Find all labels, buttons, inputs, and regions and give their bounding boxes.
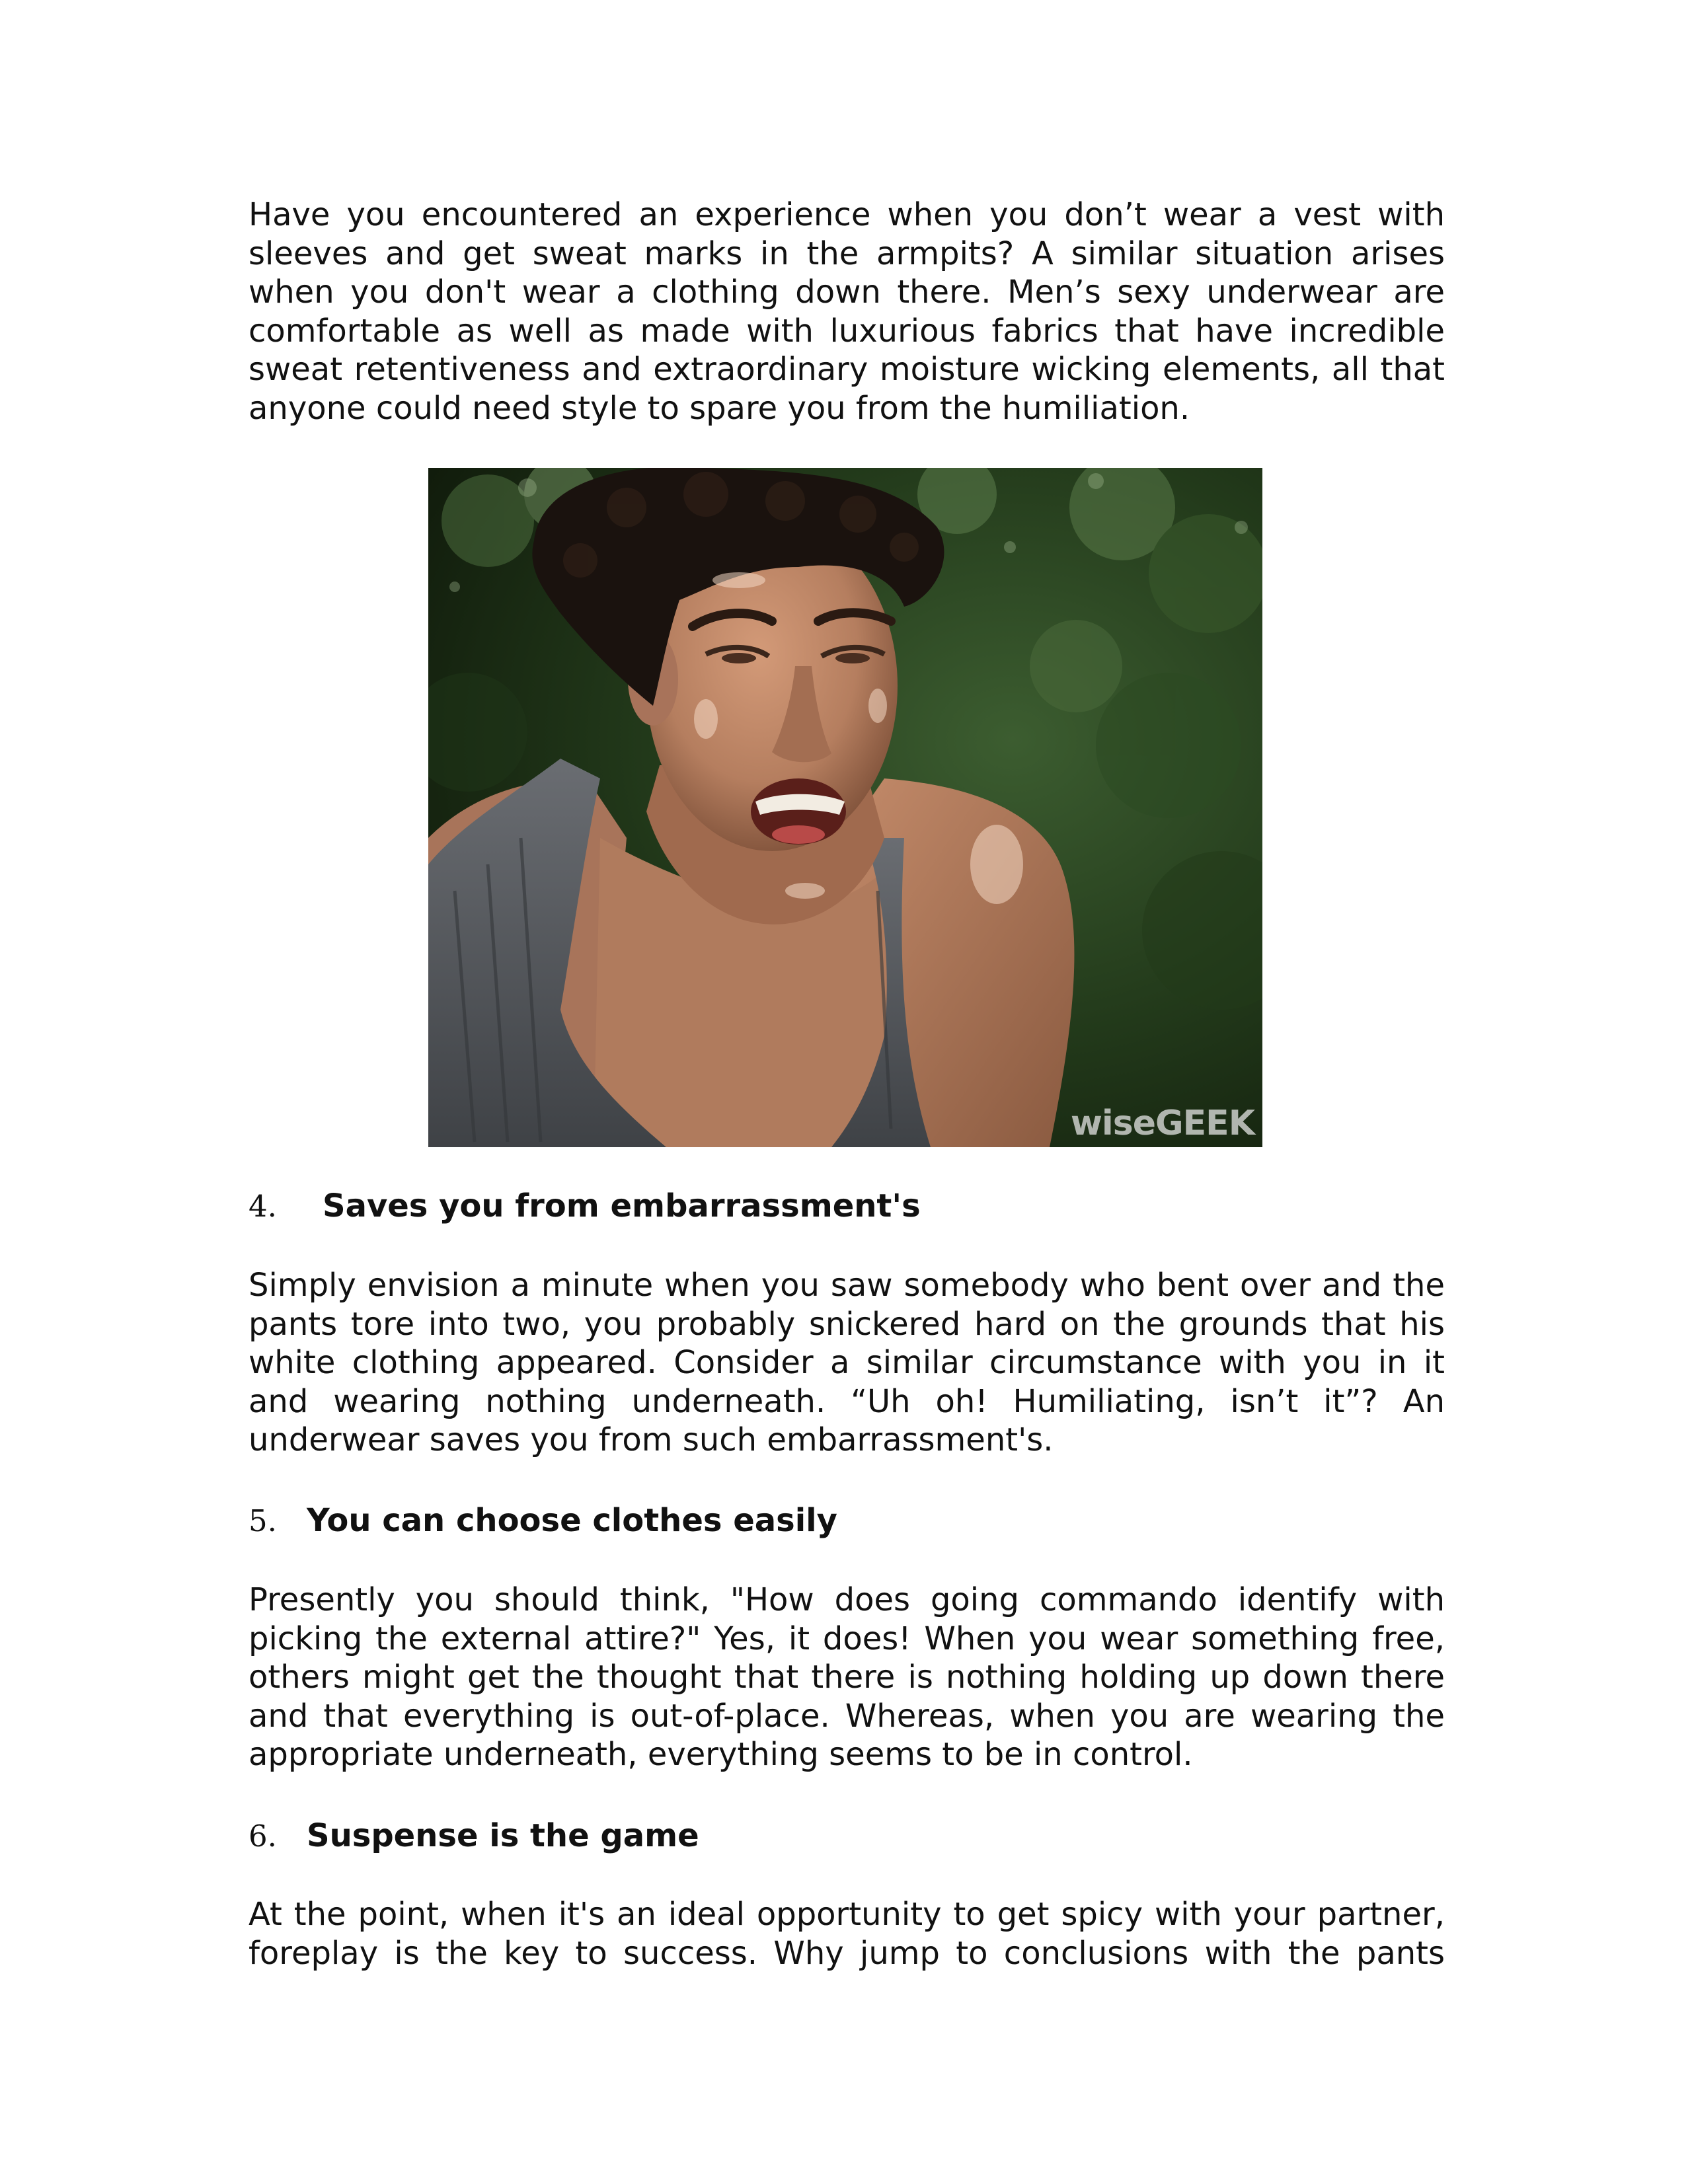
photo-illustration	[428, 468, 1262, 1147]
section-4-heading	[249, 1187, 1445, 1226]
sweating-man-photo	[428, 468, 1262, 1147]
section-6-body: At the point, when it's an ideal opportunity to get spicy with your partner, foreplay is the key to success. Why jump to conclusions with the pants	[249, 1896, 1445, 1972]
section-5-heading	[249, 1501, 1445, 1540]
section-6-title: Suspense is the game	[307, 1817, 699, 1854]
section-5-body: Presently you should think, "How does going commando identify with picking the external attire?" Yes, it does! When you wear something free, others might get the thought that there is nothing holding up down there and that everything is out-of-place. Whereas, when you are wearing the appropriate underneath, everything seems to be in control.	[249, 1581, 1445, 1773]
section-6-number: 6.	[249, 1819, 277, 1854]
section-4-body: Simply envision a minute when you saw somebody who bent over and the pants tore into two, you probably snickered hard on the grounds that his white clothing appeared. Consider a similar circumstance with you in it and wearing nothing underneath. “Uh oh! Humiliating, isn’t it”? An underwear saves you from such embarrassment's.	[249, 1267, 1445, 1458]
section-5-title: You can choose clothes easily	[307, 1502, 837, 1539]
section-4-number: 4.	[249, 1189, 277, 1224]
section-4-title: Saves you from embarrassment's	[323, 1187, 921, 1224]
section-6-heading	[249, 1817, 1445, 1856]
photo-watermark: wiseGEEK	[1070, 1104, 1254, 1143]
section-5-number: 5.	[249, 1503, 277, 1538]
intro-paragraph: Have you encountered an experience when you don’t wear a vest with sleeves and get sweat marks in the armpits? A similar situation arises when you don't wear a clothing down there. Men’s sexy underwear are comfortable as well as made with luxurious fabrics that have incredible sweat retentiveness and extraordinary moisture wicking elements, all that anyone could need style to spare you from the humiliation.	[249, 196, 1445, 427]
